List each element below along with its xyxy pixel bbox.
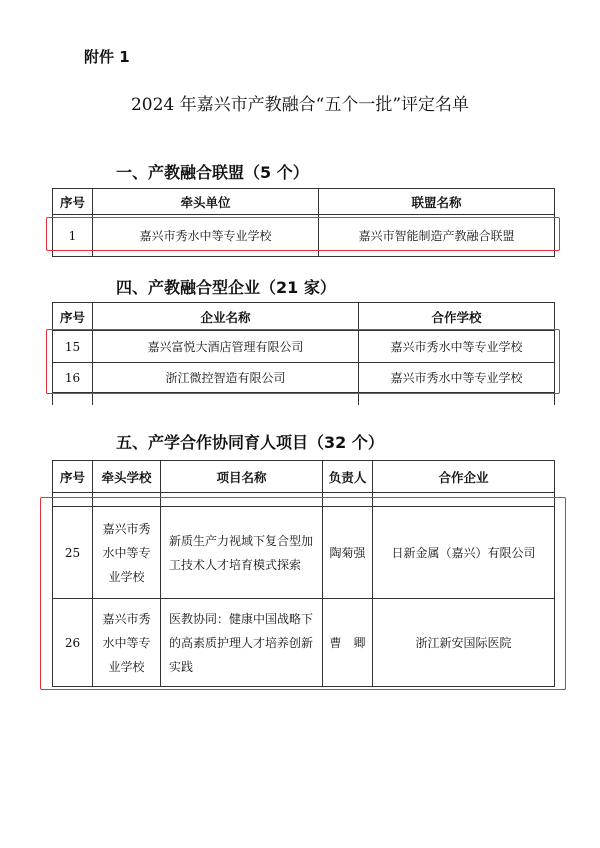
- row-company: 浙江新安国际医院: [373, 599, 555, 687]
- row-no: 16: [53, 363, 93, 393]
- col-header-no: 序号: [53, 303, 93, 331]
- document-title: 2024 年嘉兴市产教融合“五个一批”评定名单: [130, 95, 470, 115]
- row-alliance-name: 嘉兴市智能制造产教融合联盟: [319, 215, 555, 257]
- crop-gap: [40, 405, 570, 425]
- row-owner: 陶菊强: [323, 507, 373, 599]
- highlight-box: [46, 329, 560, 394]
- row-no: 25: [53, 507, 93, 599]
- col-header-no: 序号: [53, 189, 93, 215]
- row-lead: 嘉兴市秀水中等专业学校: [93, 215, 319, 257]
- col-header-alliance-name: 联盟名称: [319, 189, 555, 215]
- row-project: 医教协同：健康中国战略下的高素质护理人才培养创新实践: [161, 599, 323, 687]
- row-company: 日新金属（嘉兴）有限公司: [373, 507, 555, 599]
- section1-heading: 一、产教融合联盟（5 个）: [116, 163, 309, 182]
- row-school: 嘉兴市秀水中等专业学校: [93, 507, 161, 599]
- row-school: 嘉兴市秀水中等专业学校: [359, 331, 555, 363]
- col-header-company: 合作企业: [373, 461, 555, 493]
- row-school: 嘉兴市秀水中等专业学校: [93, 599, 161, 687]
- highlight-box: [40, 497, 566, 690]
- col-header-company: 企业名称: [93, 303, 359, 331]
- row-no: 15: [53, 331, 93, 363]
- row-project: 新质生产力视域下复合型加工技术人才培育模式探索: [161, 507, 323, 599]
- row-company: 浙江微控智造有限公司: [93, 363, 359, 393]
- row-company: 嘉兴富悦大酒店管理有限公司: [93, 331, 359, 363]
- col-header-lead: 牵头单位: [93, 189, 319, 215]
- row-owner: 曹 卿: [323, 599, 373, 687]
- row-school: 嘉兴市秀水中等专业学校: [359, 363, 555, 393]
- row-no: 1: [53, 215, 93, 257]
- section4-heading: 四、产教融合型企业（21 家）: [116, 278, 336, 297]
- col-header-school: 牵头学校: [93, 461, 161, 493]
- attachment-label: 附件 1: [84, 48, 130, 66]
- col-header-no: 序号: [53, 461, 93, 493]
- col-header-project: 项目名称: [161, 461, 323, 493]
- highlight-box: [46, 217, 560, 251]
- section5-heading: 五、产学合作协同育人项目（32 个）: [116, 433, 384, 452]
- col-header-owner: 负责人: [323, 461, 373, 493]
- col-header-school: 合作学校: [359, 303, 555, 331]
- row-no: 26: [53, 599, 93, 687]
